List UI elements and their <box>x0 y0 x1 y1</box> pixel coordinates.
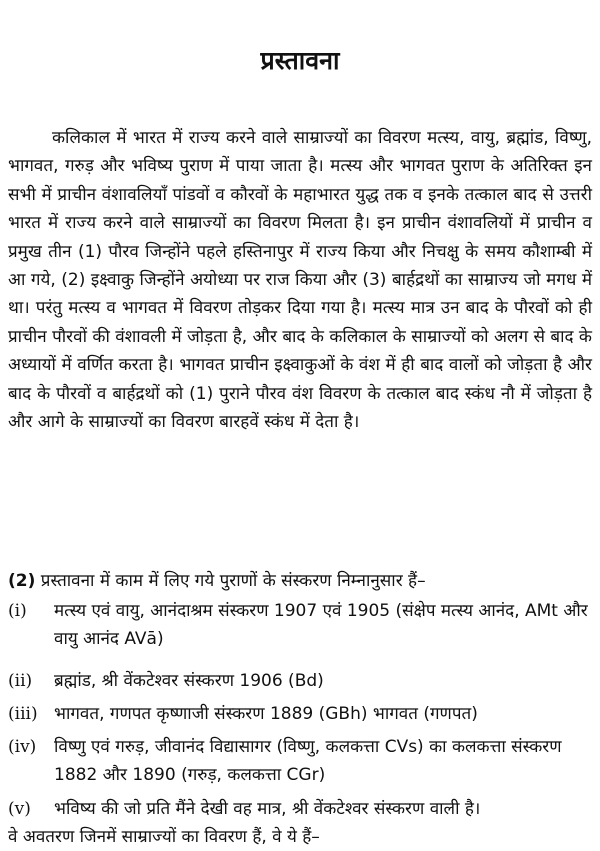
edition-number: (iv) <box>8 737 37 757</box>
edition-item <box>8 795 592 823</box>
edition-number: (ii) <box>8 671 33 691</box>
edition-item <box>8 733 592 789</box>
edition-item <box>8 700 592 728</box>
edition-text: विष्णु एवं गरुड़, जीवानंद विद्यासागर (विष्णु, कलकत्ता CVs) का कलकत्ता संस्करण 1882 और 1890 (गरुड़, कलकत्ता CGr) <box>54 737 562 785</box>
edition-item <box>8 667 592 695</box>
edition-item <box>8 597 592 653</box>
section-2-number: (2) <box>8 571 36 591</box>
edition-text: भविष्य की जो प्रति मैंने देखी वह मात्र, श्री वेंकटेश्वर संस्करण वाली है। <box>54 799 481 819</box>
page-title: प्रस्तावना <box>260 46 340 75</box>
intro-paragraph: कलिकाल में भारत में राज्य करने वाले साम्राज्यों का विवरण मत्स्य, वायु, ब्रह्मांड, विष्णु, भागवत, गरुड़ और भविष्य पुराण में पाया जाता है। मत्स्य और भागवत पुराण के अतिरिक्त इन सभी में प्राचीन वंशावलियाँ पांडवों व कौरवों के महाभारत युद्ध तक व इनके तत्काल बाद से उत्तरी भारत में राज्य करने वाले साम्राज्यों का विवरण मिलता है। इन प्राचीन वंशावलियों में प्राचीन व प्रमुख तीन (1) पौरव जिन्होंने पहले हस्तिनापुर में राज्य किया और निचक्षु के समय कौशाम्बी में आ गये, (2) इक्ष्वाकु जिन्होंने अयोध्या पर राज किया और (3) बार्हद्रथों का साम्राज्य जो मगध में था। परंतु मत्स्य व भागवत में विवरण तोड़कर दिया गया है। मत्स्य मात्र उन बाद के पौरवों को ही प्राचीन पौरवों की वंशावली में जोड़ता है, और बाद के कलिकाल के साम्राज्यों को अलग से बाद के अध्यायों में वर्णित करता है। भागवत प्राचीन इक्ष्वाकुओं के वंश में ही बाद वालों को जोड़ता है और बाद के पौरवों व बार्हद्रथों को (1) पुराने पौरव वंश विवरण के तत्काल बाद स्कंध नौ में जोड़ता है और आगे के साम्राज्यों का विवरण बारहवें स्कंध में देता है। <box>8 128 592 433</box>
section-2-text: प्रस्तावना में काम में लिए गये पुराणों के संस्करण निम्नानुसार हैं– <box>40 571 426 591</box>
closing-line: वे अवतरण जिनमें साम्राज्यों का विवरण हैं, वे ये हैं– <box>8 827 320 847</box>
edition-text: भागवत, गणपत कृष्णाजी संस्करण 1889 (GBh) भागवत (गणपत) <box>54 704 478 724</box>
section-2-heading <box>8 567 592 595</box>
edition-text: मत्स्य एवं वायु, आनंदाश्रम संस्करण 1907 एवं 1905 (संक्षेप मत्स्य आनंद, AMt और वायु आनंद AVā) <box>54 601 588 649</box>
edition-text: ब्रह्मांड, श्री वेंकटेश्वर संस्करण 1906 (Bd) <box>54 671 324 691</box>
edition-number: (iii) <box>8 704 38 724</box>
edition-number: (v) <box>8 799 31 819</box>
edition-number: (i) <box>8 601 27 621</box>
